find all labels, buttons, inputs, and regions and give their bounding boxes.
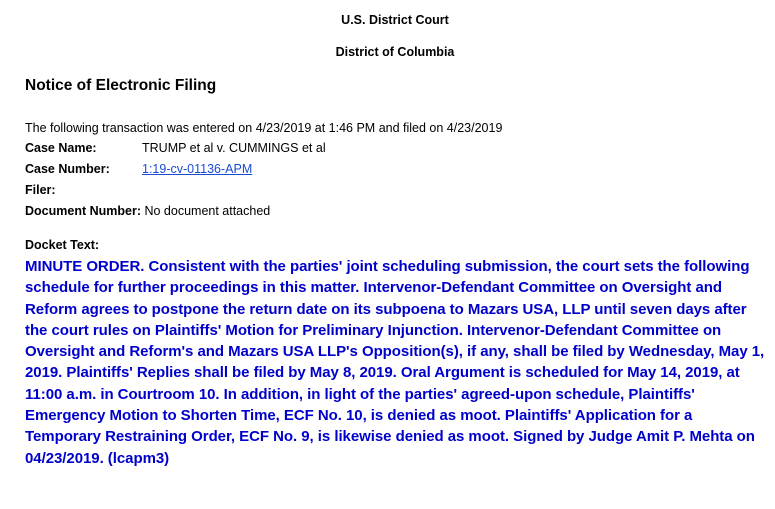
filer-label: Filer: <box>25 183 56 197</box>
case-number-label: Case Number: <box>25 162 110 176</box>
docket-text: MINUTE ORDER. Consistent with the parties' joint scheduling submission, the court sets the following schedule for further proceedings in this matter. Intervenor-Defendant Committee on Oversight and Reform agrees to postpone the return date on its subpoena to Mazars USA, LLP until seven days after the court rules on Plaintiffs' Motion for Preliminary Injunction. Intervenor-Defendant Committee on Oversight and Reform's and Mazars USA LLP's Opposition(s), if any, shall be filed by Wednesday, May 1, 2019. Plaintiffs' Replies shall be filed by May 8, 2019. Oral Argument is scheduled for May 14, 2019, at 11:00 a.m. in Courtroom 10. In addition, in light of the parties' agreed-upon schedule, Plaintiffs' Emergency Motion to Shorten Time, ECF No. 10, is denied as moot. Plaintiffs' Application for a Temporary Restraining Order, ECF No. 9, is likewise denied as moot. Signed by Judge Amit P. Mehta on 04/23/2019. (lcapm3) <box>25 258 765 467</box>
document-number-value: No document attached <box>144 204 271 218</box>
document-number-label: Document Number: <box>25 204 141 218</box>
case-number-row <box>25 162 252 176</box>
docket-text-label: Docket Text: <box>25 238 100 252</box>
case-name-label: Case Name: <box>25 141 97 155</box>
district-title: District of Columbia <box>335 45 455 59</box>
document-number-row <box>25 204 270 218</box>
case-number-link[interactable]: 1:19-cv-01136-APM <box>142 162 253 176</box>
case-name-row <box>25 141 326 155</box>
case-name-value: TRUMP et al v. CUMMINGS et al <box>142 141 326 155</box>
filer-row <box>25 183 142 197</box>
court-title: U.S. District Court <box>341 13 449 27</box>
transaction-info: The following transaction was entered on 4/23/2019 at 1:46 PM and filed on 4/23/2019 <box>25 121 503 135</box>
notice-title: Notice of Electronic Filing <box>25 77 217 94</box>
